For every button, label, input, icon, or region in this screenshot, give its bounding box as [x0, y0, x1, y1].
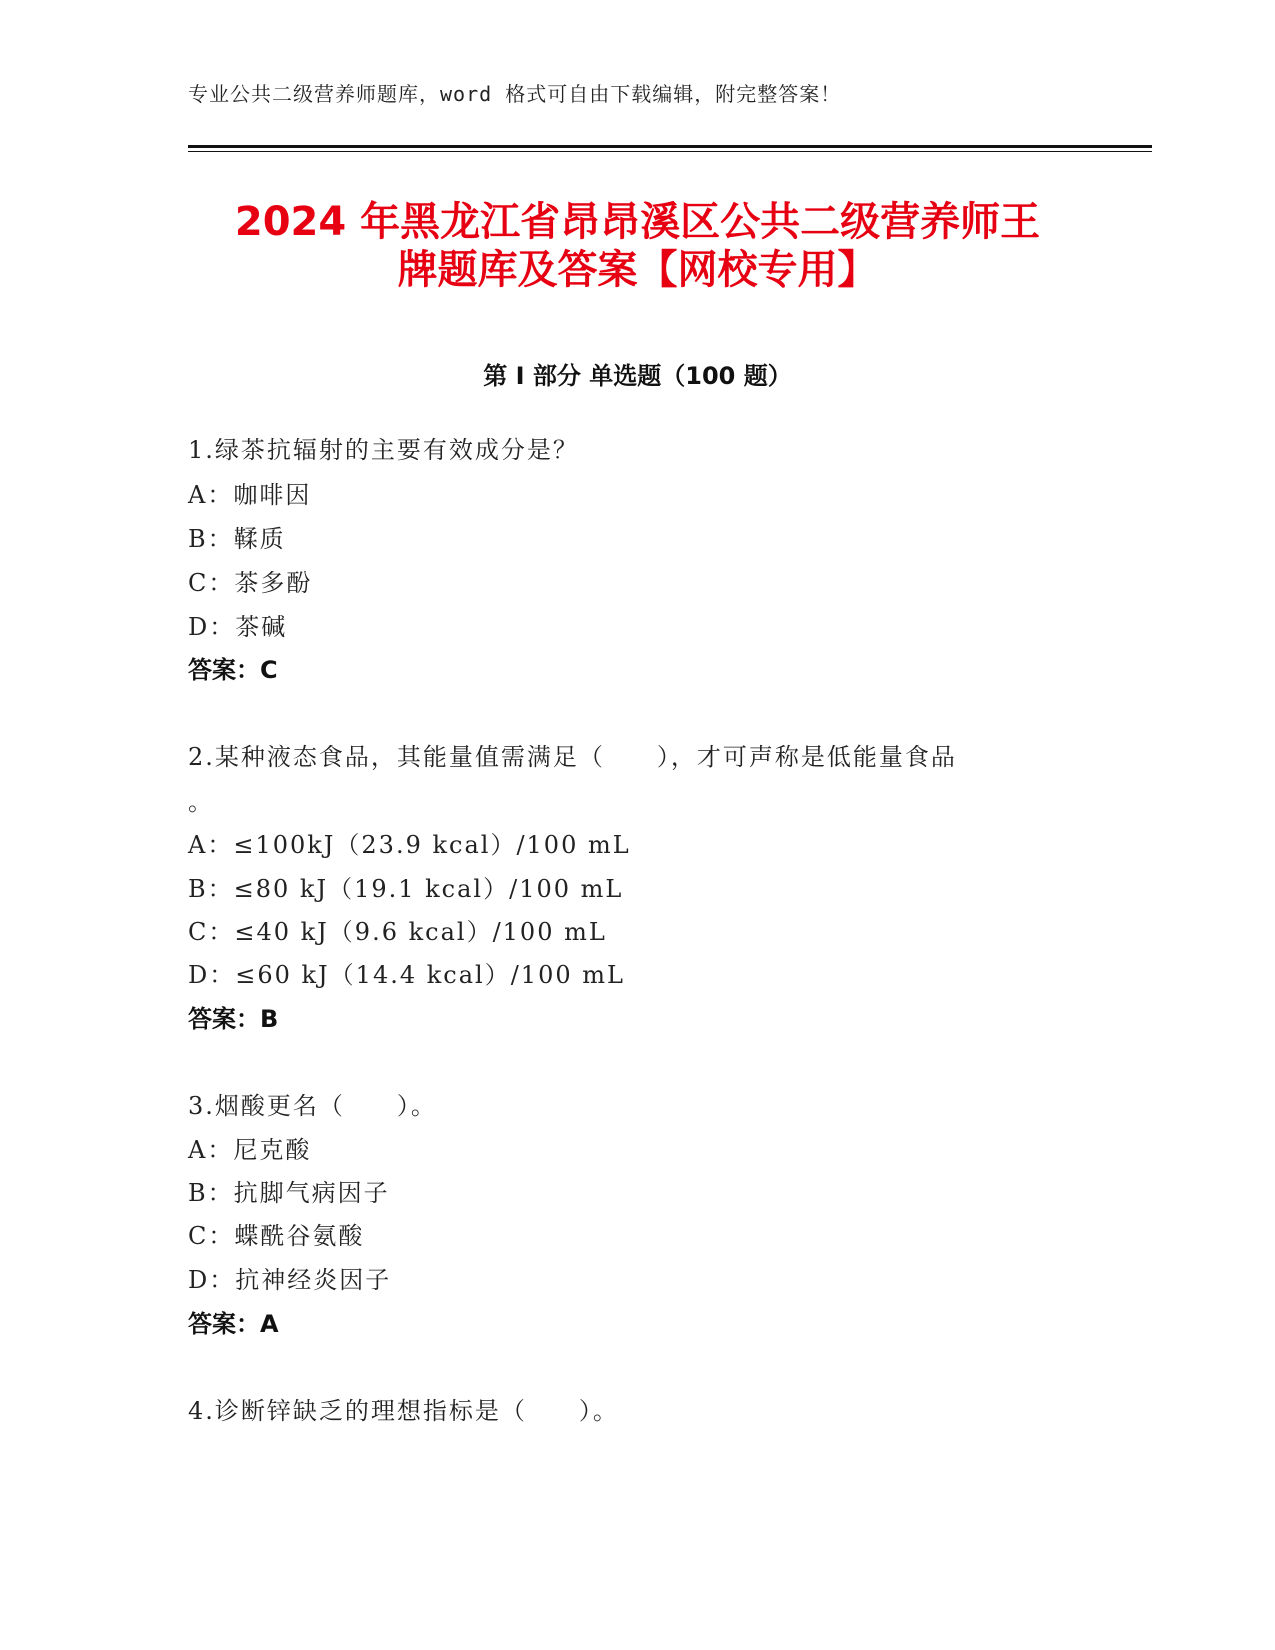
- option-d: D：茶碱: [188, 613, 288, 641]
- option-b: B：≤80 kJ（19.1 kcal）/100 mL: [188, 875, 624, 903]
- header-note: 专业公共二级营养师题库，word 格式可自由下载编辑，附完整答案！: [188, 82, 842, 106]
- option-a: A：尼克酸: [188, 1136, 312, 1164]
- title-line-1: 2024 年黑龙江省昂昂溪区公共二级营养师王: [234, 199, 1041, 245]
- section-heading: 第 I 部分 单选题（100 题）: [483, 362, 792, 390]
- option-c: C：≤40 kJ（9.6 kcal）/100 mL: [188, 918, 607, 946]
- option-b: B：抗脚气病因子: [188, 1179, 390, 1207]
- header-rule-thick: [188, 145, 1152, 148]
- option-b: B：鞣质: [188, 525, 286, 553]
- question-stem: 4.诊断锌缺乏的理想指标是（ ）。: [188, 1397, 619, 1425]
- option-d: D：≤60 kJ（14.4 kcal）/100 mL: [188, 961, 625, 989]
- question-stem-continuation: 。: [188, 788, 214, 816]
- title-line-2: 牌题库及答案【网校专用】: [397, 247, 878, 293]
- option-c: C：茶多酚: [188, 569, 313, 597]
- question-stem: 2.某种液态食品，其能量值需满足（ ），才可声称是低能量食品: [188, 743, 957, 771]
- answer: 答案：B: [188, 1005, 279, 1033]
- answer: 答案：A: [188, 1310, 279, 1338]
- option-a: A：咖啡因: [188, 481, 312, 509]
- document-title: [150, 198, 1125, 294]
- question-stem: 1.绿茶抗辐射的主要有效成分是？: [188, 436, 579, 464]
- question-stem: 3.烟酸更名（ ）。: [188, 1092, 437, 1120]
- option-d: D：抗神经炎因子: [188, 1266, 392, 1294]
- header-rule-thin: [188, 151, 1152, 152]
- answer: 答案：C: [188, 656, 278, 684]
- option-c: C：蝶酰谷氨酸: [188, 1222, 365, 1250]
- option-a: A：≤100kJ（23.9 kcal）/100 mL: [188, 831, 631, 859]
